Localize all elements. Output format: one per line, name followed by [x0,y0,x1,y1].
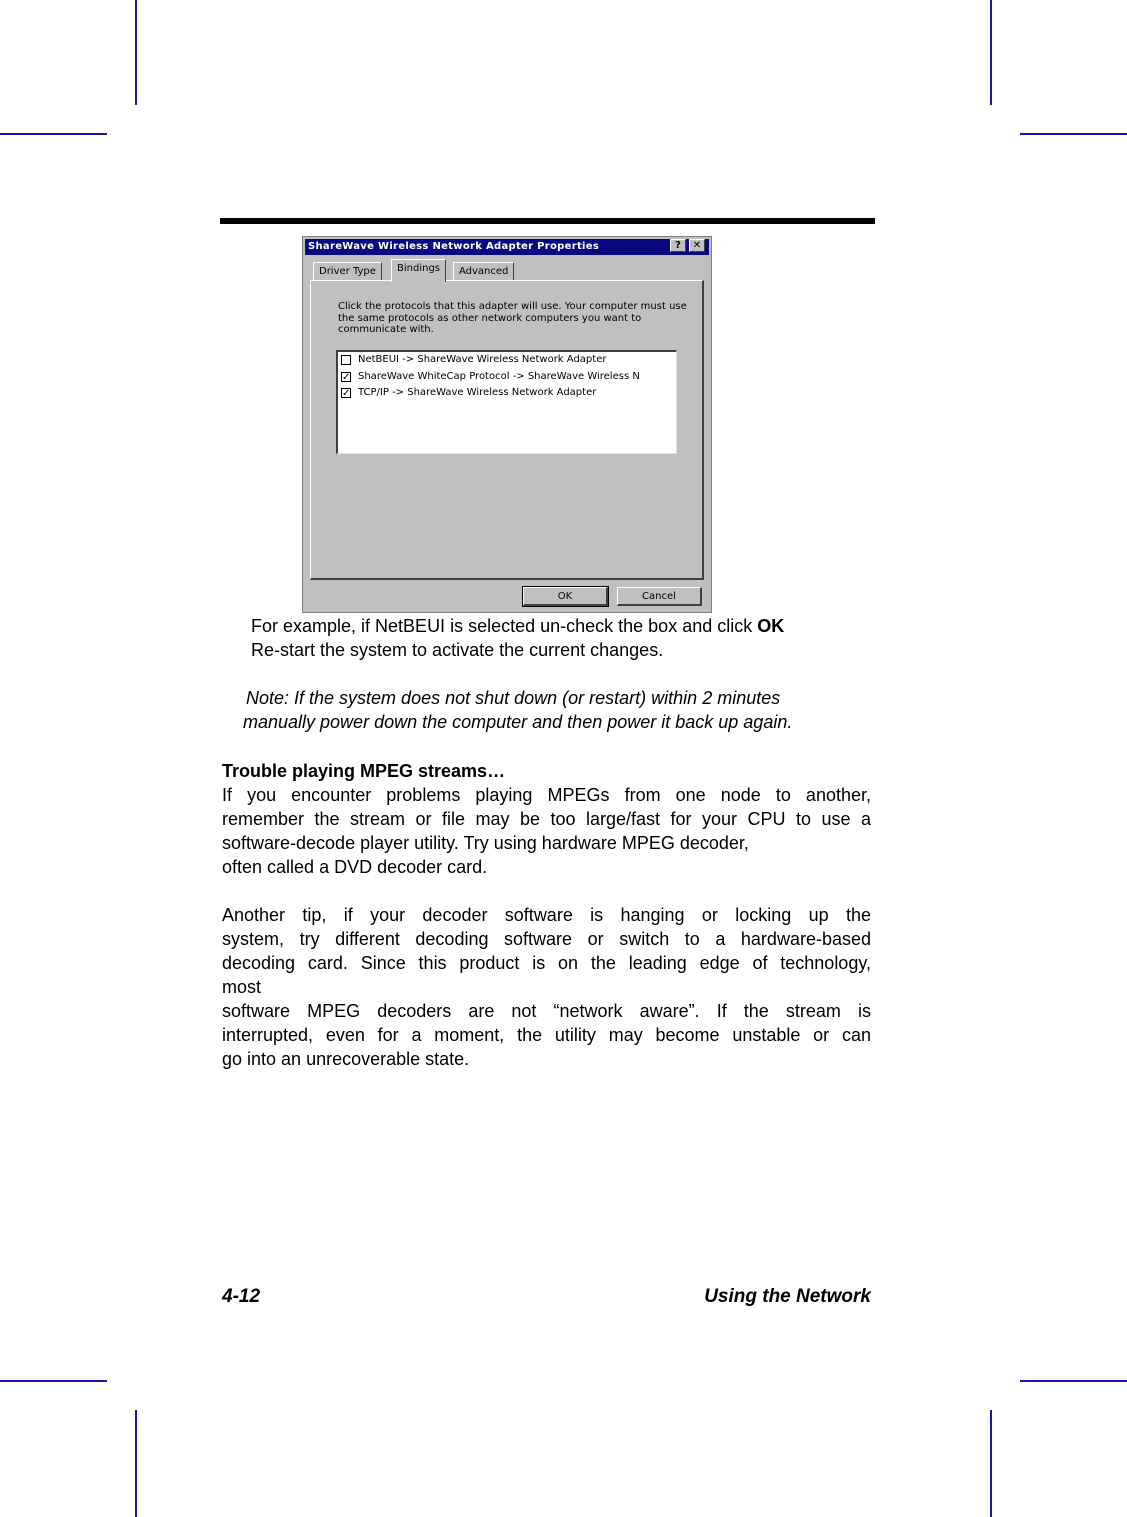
header-rule [220,218,875,224]
paragraph-1 [222,783,871,879]
tab-driver-type[interactable]: Driver Type [313,262,382,281]
close-button[interactable]: ✕ [689,239,705,252]
list-item[interactable] [338,385,676,402]
dialog-title: ShareWave Wireless Network Adapter Properties [305,239,709,255]
crop-mark [990,1410,992,1517]
instruction-line-2: Re-start the system to activate the current changes. [251,640,664,660]
paragraph-line: Another tip, if your decoder software is hanging or locking up the [222,905,871,925]
checkbox[interactable]: ✓ [342,371,351,383]
cancel-button[interactable]: Cancel [617,587,702,606]
binding-label: TCP/IP -> ShareWave Wireless Network Adapter [358,387,597,398]
ok-keyword: OK [757,616,785,636]
paragraph-line: If you encounter problems playing MPEGs from one node to another, [222,785,871,805]
paragraph-line: system, try different decoding software or switch to a hardware-based [222,929,871,949]
paragraph-line: decoding card. Since this product is on the leading edge of technology, [222,953,871,973]
binding-label: ShareWave WhiteCap Protocol -> ShareWave Wireless N [358,370,640,382]
section-heading: Trouble playing MPEG streams… [222,761,506,781]
paragraph-line: often called a DVD decoder card. [222,857,488,877]
bindings-instruction: Click the protocols that this adapter will use. Your computer must use the same protocols as other network computers you want to communicate with. [338,301,687,335]
crop-mark [1020,1380,1127,1382]
page-number: 4-12 [222,1286,261,1307]
adapter-properties-dialog [302,236,712,613]
paragraph-line: remember the stream or file may be too large/fast for your CPU to use a [222,809,871,829]
crop-mark [135,1410,137,1517]
help-button[interactable]: ? [670,239,686,252]
list-item[interactable] [338,369,676,386]
crop-mark [0,1380,107,1382]
paragraph-line: software-decode player utility. Try using hardware MPEG decoder, [222,833,749,853]
paragraph-line: interrupted, even for a moment, the utility may become unstable or can [222,1025,871,1045]
instruction-text: For example, if NetBEUI is selected un-check the box and click [251,616,758,636]
crop-mark [1020,133,1127,135]
checkbox[interactable]: ✓ [342,388,351,399]
paragraph-line: software MPEG decoders are not “network aware”. If the stream is [222,1001,871,1021]
crop-mark [0,133,107,135]
instruction-line-1 [251,614,784,638]
tab-bindings[interactable]: Bindings [391,259,446,282]
chapter-title: Using the Network [704,1286,871,1307]
crop-mark [135,0,137,105]
checkbox[interactable] [341,355,351,365]
bindings-panel [310,280,704,580]
note-line-1: Note: If the system does not shut down (or restart) within 2 minutes [246,688,781,708]
paragraph-line: most [222,977,262,997]
paragraph-line: go into an unrecoverable state. [222,1049,470,1069]
binding-label: NetBEUI -> ShareWave Wireless Network Adapter [358,354,607,365]
tab-advanced[interactable]: Advanced [453,262,514,281]
ok-button[interactable]: OK [523,587,608,606]
bindings-list[interactable] [336,350,677,454]
crop-mark [990,0,992,105]
note-line-2: manually power down the computer and then power it back up again. [243,712,793,732]
list-item[interactable] [338,352,676,369]
paragraph-2 [222,903,871,1071]
